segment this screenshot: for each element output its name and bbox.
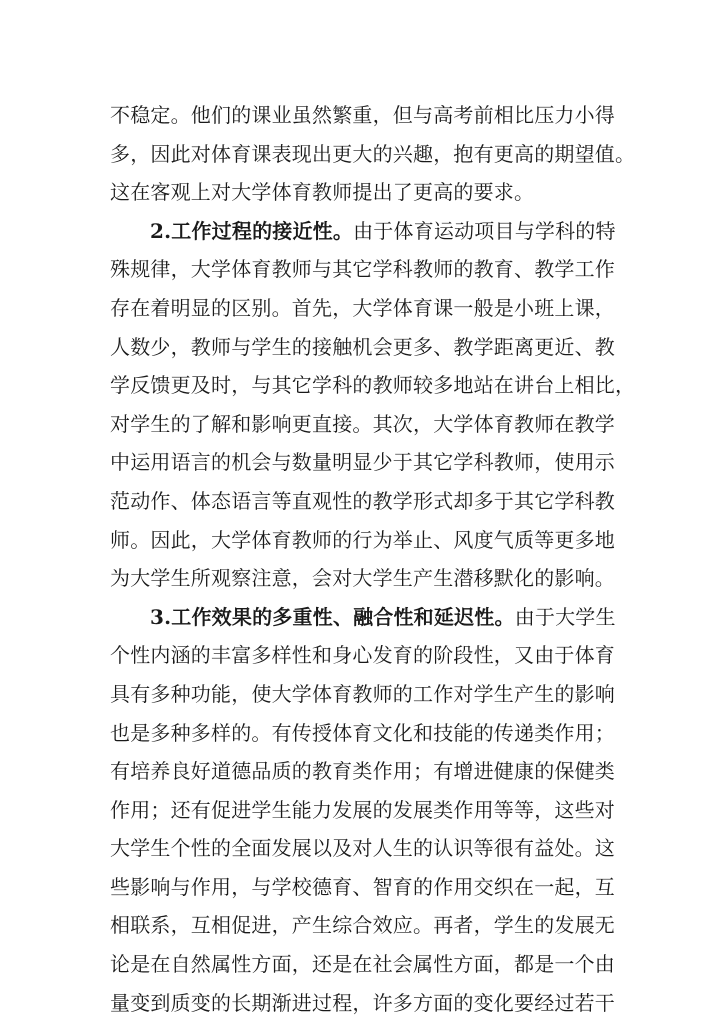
text-line: 人数少，教师与学生的接触机会更多、教学距离更近、教 — [110, 334, 615, 359]
text-line: 论是在自然属性方面，还是在社会属性方面，都是一个由 — [110, 952, 615, 977]
paragraph-heading: 3.工作效果的多重性、融合性和延迟性。 — [150, 604, 515, 629]
text-line: 不稳定。他们的课业虽然繁重，但与高考前相比压力小得 — [110, 103, 615, 127]
text-line: 师。因此，大学体育教师的行为举止、风度气质等更多地 — [110, 527, 615, 552]
text-line: 些影响与作用，与学校德育、智育的作用交织在一起，互 — [110, 874, 615, 899]
text-line: 相联系，互相促进，产生综合效应。再者，学生的发展无 — [110, 913, 615, 938]
paragraph-2 — [110, 212, 636, 598]
text-line: 殊规律，大学体育教师与其它学科教师的教育、教学工作 — [110, 257, 615, 282]
text-line — [110, 598, 614, 637]
text-line: 也是多种多样的。有传授体育文化和技能的传递类作用； — [110, 720, 615, 745]
text-line: 大学生个性的全面发展以及对人生的认识等很有益处。这 — [110, 836, 615, 861]
text-line: 具有多种功能，使大学体育教师的工作对学生产生的影响 — [110, 681, 615, 706]
paragraph-1 — [110, 96, 636, 212]
text-line: 个性内涵的丰富多样性和身心发育的阶段性，又由于体育 — [110, 643, 615, 668]
text-line — [110, 212, 614, 251]
text-line: 这在客观上对大学体育教师提出了更高的要求。 — [110, 180, 535, 205]
text-line: 多，因此对体育课表现出更大的兴趣，抱有更高的期望值。 — [110, 141, 636, 166]
text-line: 学反馈更及时，与其它学科的教师较多地站在讲台上相比， — [110, 373, 636, 398]
text-line: 量变到质变的长期渐进过程，许多方面的变化要经过若干 — [110, 990, 615, 1015]
text-line: 有培养良好道德品质的教育类作用；有增进健康的保健类 — [110, 759, 615, 784]
paragraph-3 — [110, 598, 614, 1022]
text-run: 由于体育运动项目与学科的特 — [353, 218, 616, 243]
text-line: 范动作、体态语言等直观性的教学形式却多于其它学科教 — [110, 488, 615, 513]
text-line: 存在着明显的区别。首先，大学体育课一般是小班上课， — [110, 295, 615, 320]
text-line: 为大学生所观察注意，会对大学生产生潜移默化的影响。 — [110, 566, 615, 591]
text-line: 中运用语言的机会与数量明显少于其它学科教师，使用示 — [110, 450, 615, 475]
text-line: 对学生的了解和影响更直接。其次，大学体育教师在教学 — [110, 411, 615, 436]
document-page — [110, 96, 636, 1022]
paragraph-heading: 2.工作过程的接近性。 — [150, 218, 354, 243]
text-run: 由于大学生 — [514, 604, 616, 629]
text-line: 作用；还有促进学生能力发展的发展类作用等等，这些对 — [110, 797, 615, 822]
